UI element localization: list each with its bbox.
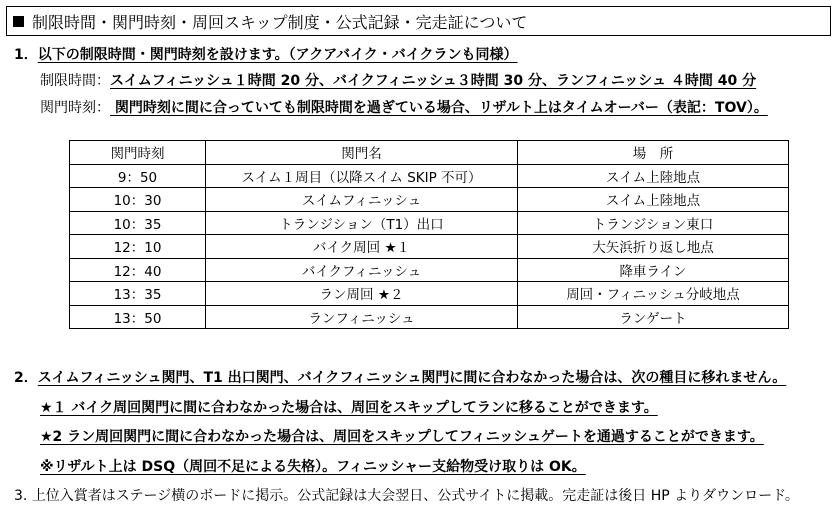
- table-row: [70, 305, 789, 329]
- gate-line: [40, 97, 768, 117]
- square-bullet-icon: [13, 16, 24, 27]
- gate-label: 関門時刻：: [40, 100, 110, 116]
- table-row: [70, 258, 789, 282]
- cell-location: スイム上陸地点: [518, 188, 789, 212]
- limit-label: 制限時間：: [40, 73, 110, 89]
- item2-number: 2．: [14, 370, 38, 386]
- cell-name: ランフィニッシュ: [206, 305, 518, 329]
- star2-note: ★2 ラン周回関門に間に合わなかった場合は、周回をスキップしてフィニッシュゲートを通過することができます。: [40, 429, 764, 445]
- item1-line: [14, 44, 518, 64]
- cell-time: 10：30: [70, 188, 206, 212]
- limit-line: [40, 70, 756, 90]
- cell-time: 10：35: [70, 211, 206, 235]
- cell-time: 12：10: [70, 235, 206, 259]
- gate-table: [69, 140, 789, 329]
- table-row: [70, 211, 789, 235]
- section-title-box: [6, 6, 831, 36]
- item3-text: 上位入賞者はステージ横のボードに掲示。公式記録は大会翌日、公式サイトに掲載。完走証は後日 HP よりダウンロード。: [31, 488, 799, 504]
- header-location: 場 所: [518, 141, 789, 165]
- cell-time: 12：40: [70, 258, 206, 282]
- item2-line: [14, 367, 786, 387]
- header-gate-name: 関門名: [206, 141, 518, 165]
- cell-name: スイム１周目（以降スイム SKIP 不可）: [206, 164, 518, 188]
- gate-text: 関門時刻に間に合っていても制限時間を過ぎている場合、リザルト上はタイムオーバー（表記：TOV）。: [110, 100, 768, 116]
- cell-name: バイク周回 ★１: [206, 235, 518, 259]
- header-gate-time: 関門時刻: [70, 141, 206, 165]
- item1-heading: 以下の制限時間・関門時刻を設けます。（アクアバイク・バイクランも同様）: [37, 47, 518, 63]
- cell-name: トランジション（T1）出口: [206, 211, 518, 235]
- item1-number: 1．: [14, 47, 38, 63]
- table-row: [70, 235, 789, 259]
- limit-text: スイムフィニッシュ１時間 20 分、バイクフィニッシュ３時間 30 分、ランフィニッシュ ４時間 40 分: [110, 73, 757, 89]
- dsq-note: ※リザルト上は DSQ（周回不足による失格）。フィニッシャー支給物受け取りは OK。: [40, 459, 586, 475]
- table-row: [70, 282, 789, 306]
- cell-location: 周回・フィニッシュ分岐地点: [518, 282, 789, 306]
- cell-location: 降車ライン: [518, 258, 789, 282]
- cell-location: トランジション東口: [518, 211, 789, 235]
- cell-time: 9：50: [70, 164, 206, 188]
- cell-time: 13：35: [70, 282, 206, 306]
- item3-line: [14, 485, 799, 505]
- cell-location: ランゲート: [518, 305, 789, 329]
- table-header-row: [70, 141, 789, 165]
- table-row: [70, 188, 789, 212]
- cell-name: バイクフィニッシュ: [206, 258, 518, 282]
- cell-name: スイムフィニッシュ: [206, 188, 518, 212]
- cell-name: ラン周回 ★２: [206, 282, 518, 306]
- table-row: [70, 164, 789, 188]
- item3-number: 3.: [14, 488, 28, 504]
- cell-location: スイム上陸地点: [518, 164, 789, 188]
- item2-heading: スイムフィニッシュ関門、T1 出口関門、バイクフィニッシュ関門に間に合わなかった場合は、次の種目に移れません。: [37, 370, 787, 386]
- section-title: 制限時間・関門時刻・周回スキップ制度・公式記録・完走証について: [32, 12, 528, 32]
- cell-location: 大矢浜折り返し地点: [518, 235, 789, 259]
- star1-note: ★１ バイク周回関門に間に合わなかった場合は、周回をスキップしてランに移ることができます。: [40, 400, 658, 416]
- cell-time: 13：50: [70, 305, 206, 329]
